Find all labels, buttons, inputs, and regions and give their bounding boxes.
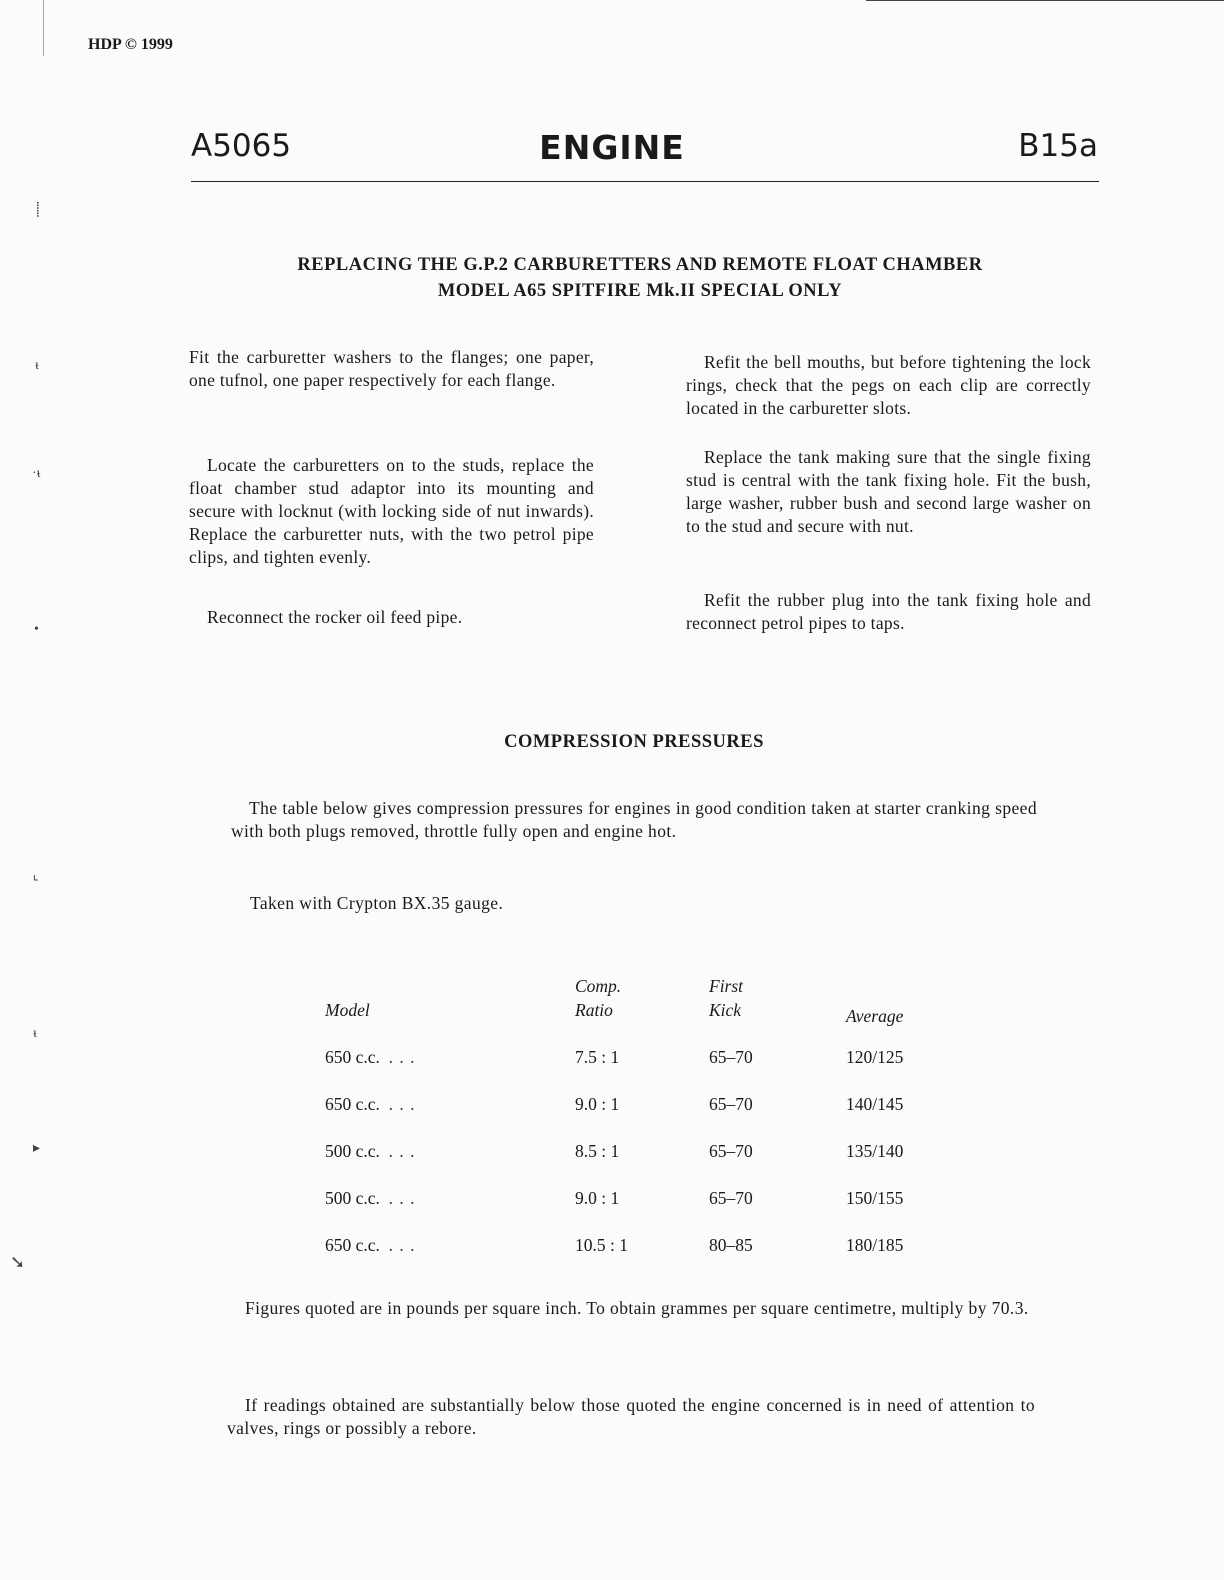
right-paragraph: Refit the bell mouths, but before tightening the lock rings, check that the pegs on each clip are correctly located in the carburetter slots.: [686, 352, 1091, 418]
table-header-row: [325, 962, 946, 1034]
header-average: Average: [846, 1006, 904, 1026]
units-note: Figures quoted are in pounds per square inch. To obtain grammes per square centimetre, multiply by 70.3.: [245, 1298, 1029, 1318]
scan-mark: ᵼ: [33, 1026, 37, 1041]
scan-mark: ⸽: [36, 203, 40, 218]
cell-model: [325, 1175, 575, 1222]
compression-title: COMPRESSION PRESSURES: [504, 732, 764, 752]
header-first-kick-line2: Kick: [709, 1000, 742, 1020]
scan-mark: ·ᵼ: [32, 466, 41, 481]
right-paragraph: Refit the rubber plug into the tank fixing hole and reconnect petrol pipes to taps.: [686, 590, 1091, 633]
cell-model: [325, 1034, 575, 1081]
table-row: [325, 1222, 946, 1269]
cell-average: 135/140: [846, 1141, 904, 1161]
cell-first-kick: 65–70: [709, 1047, 753, 1067]
compression-table: [325, 962, 946, 1269]
header-first-kick: [709, 962, 846, 1034]
scan-mark: •: [34, 622, 39, 637]
cell-ratio: 8.5 : 1: [575, 1141, 620, 1161]
leader-dots: . . .: [388, 1141, 416, 1161]
cell-ratio: 9.0 : 1: [575, 1094, 620, 1114]
compression-intro: The table below gives compression pressures for engines in good condition taken at starter cranking speed with both plugs removed, throttle fully open and engine hot.: [231, 798, 1037, 841]
cell-first-kick: 65–70: [709, 1188, 753, 1208]
cell-model: [325, 1222, 575, 1269]
cell-average: 120/125: [846, 1047, 904, 1067]
cell-ratio: 9.0 : 1: [575, 1188, 620, 1208]
cell-average: 180/185: [846, 1235, 904, 1255]
section-heading: ENGINE: [539, 128, 685, 167]
cell-first-kick: 80–85: [709, 1235, 753, 1255]
table-row: [325, 1034, 946, 1081]
carburetter-title-line2: MODEL A65 SPITFIRE Mk.II SPECIAL ONLY: [437, 281, 843, 301]
scan-top-line: [866, 0, 1224, 1]
header-comp-ratio-line2: Ratio: [575, 1000, 613, 1020]
leader-dots: . . .: [388, 1188, 416, 1208]
model-value: 650 c.c.: [325, 1047, 380, 1067]
gauge-note: Taken with Crypton BX.35 gauge.: [250, 893, 504, 913]
cell-first-kick: 65–70: [709, 1094, 753, 1114]
header-model: Model: [325, 1000, 370, 1020]
cell-first-kick: 65–70: [709, 1141, 753, 1161]
cell-model: [325, 1128, 575, 1175]
manual-code: A5065: [191, 128, 292, 164]
scan-mark: ᒻ: [33, 874, 39, 889]
table-row: [325, 1175, 946, 1222]
scan-mark: ▸: [33, 1141, 41, 1156]
scan-mark: ➘: [10, 1252, 26, 1272]
model-value: 500 c.c.: [325, 1188, 380, 1208]
cell-ratio: 10.5 : 1: [575, 1235, 628, 1255]
leader-dots: . . .: [388, 1047, 416, 1067]
header-comp-ratio: [575, 962, 709, 1034]
cell-model: [325, 1081, 575, 1128]
model-value: 650 c.c.: [325, 1094, 380, 1114]
left-paragraph: Locate the carburetters on to the studs, replace the float chamber stud adaptor into its mounting and secure with locknut (with locking side of nut inwards). Replace the carburetter nuts, with the two petrol pipe clips, and tighten evenly.: [189, 455, 594, 567]
scan-mark: ᵼ: [35, 358, 39, 373]
right-paragraph: Replace the tank making sure that the single fixing stud is central with the tank fixing hole. Fit the bush, large washer, rubber bush and second large washer on to the stud and secure with nut.: [686, 447, 1091, 536]
page-code: B15a: [1018, 128, 1098, 164]
header-comp-ratio-line1: Comp.: [575, 976, 622, 996]
table-row: [325, 1128, 946, 1175]
cell-ratio: 7.5 : 1: [575, 1047, 620, 1067]
left-paragraph: Fit the carburetter washers to the flanges; one paper, one tufnol, one paper respectively for each flange.: [189, 347, 594, 390]
header-first-kick-line1: First: [709, 976, 744, 996]
carburetter-title-line1: REPLACING THE G.P.2 CARBURETTERS AND REMOTE FLOAT CHAMBER: [297, 255, 983, 275]
model-value: 500 c.c.: [325, 1141, 380, 1161]
copyright-notice: HDP © 1999: [88, 36, 173, 53]
scan-edge-line: [43, 0, 44, 56]
leader-dots: . . .: [388, 1094, 416, 1114]
left-paragraph: Reconnect the rocker oil feed pipe.: [207, 607, 463, 627]
model-value: 650 c.c.: [325, 1235, 380, 1255]
cell-average: 150/155: [846, 1188, 904, 1208]
cell-average: 140/145: [846, 1094, 904, 1114]
header-rule: [191, 181, 1099, 182]
table-row: [325, 1081, 946, 1128]
closing-note: If readings obtained are substantially below those quoted the engine concerned is in need of attention to valves, rings or possibly a rebore.: [227, 1395, 1035, 1438]
leader-dots: . . .: [388, 1235, 416, 1255]
